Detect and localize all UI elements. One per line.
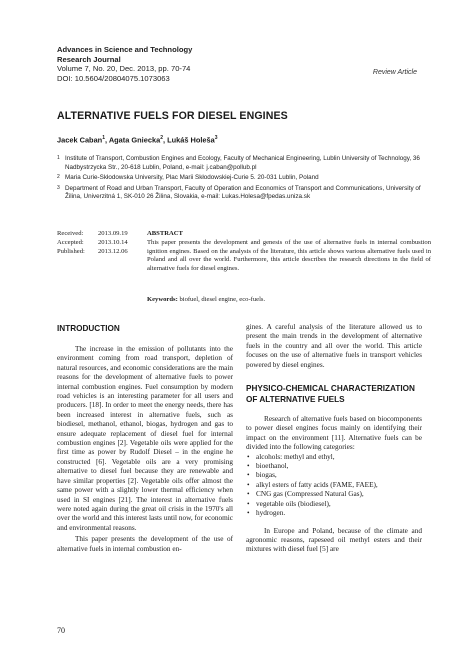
- paragraph: Research of alternative fuels based on biocomponents to power diesel engines focus mainly on identifying their impact on the environment [11]. Alternative fuels can be divided into the following categories:: [246, 415, 422, 452]
- author-list: Jacek Caban$^1$, Agata Gniecka$^2$, Lukáš Holeša$^3$: [57, 135, 218, 145]
- affiliation: [57, 185, 429, 202]
- date-label: Received:: [57, 230, 84, 237]
- journal-header: [57, 45, 192, 83]
- list-item: • bioethanol,: [246, 462, 422, 471]
- list-item: • alkyl esters of fatty acids (FAME, FAEE),: [246, 481, 422, 490]
- list-item: • CNG gas (Compressed Natural Gas),: [246, 490, 422, 499]
- affiliation-number: 2: [57, 174, 60, 181]
- intro-body: [57, 345, 233, 554]
- author-name: Jacek Caban: [57, 135, 103, 145]
- affiliation-text: Maria Curie-Skłodowska University, Plac Marii Skłodowskiej-Curie 5. 20-031 Lublin, Poland: [65, 174, 319, 182]
- affiliation-number: 1: [57, 155, 60, 161]
- author-affil-mark: 2: [160, 135, 163, 141]
- affiliations: [57, 155, 429, 204]
- journal-title: Advances in Science and Technology Research Journal: [57, 45, 193, 64]
- page-number: 70: [57, 626, 65, 635]
- date-label: Published:: [57, 247, 85, 255]
- author-affil-mark: 1: [102, 135, 105, 141]
- abstract-text: This paper presents the development and genesis of the use of alternative fuels in internal combustion ignition engines. Based on the analysis of the literature, this article shows various alternative fuels used in Poland and all over the world. Furthermore, this article describes the research directions in the field of alternative fuels for diesel engines.: [147, 238, 431, 273]
- article-type: Review Article: [372, 69, 417, 76]
- volume-line: Volume 7, No. 20, Dec. 2013, pp. 70-74: [57, 64, 191, 74]
- affiliation: [57, 155, 429, 172]
- keywords-text: biofuel, diesel engine, eco-fuels.: [179, 296, 266, 303]
- right-column: [246, 323, 422, 555]
- author-name: Agata Gniecka: [108, 135, 161, 145]
- affiliation-text: Department of Road and Urban Transport, Faculty of Operation and Economics of Transport and Communications, University of Žilina, Univerzitná 1, SK-010 26 Žilina, Slovakia, e-mail: Lukas.Holesa@fpedas.uniza.sk: [65, 184, 421, 201]
- author-affil-mark: 3: [214, 135, 218, 141]
- list-item: • alcohols: methyl and ethyl,: [246, 453, 422, 462]
- article-title: ALTERNATIVE FUELS FOR DIESEL ENGINES: [57, 110, 288, 122]
- keywords: [147, 296, 265, 303]
- affiliation-number: 3: [57, 184, 60, 191]
- section-body: [246, 415, 422, 555]
- date-value: 2013.09.19: [98, 230, 128, 237]
- date-label: Accepted:: [57, 238, 84, 246]
- date-row: [57, 239, 147, 248]
- date-row: [57, 230, 147, 239]
- abstract: [147, 230, 431, 274]
- list-item: • biogas,: [246, 471, 422, 480]
- left-column: [57, 323, 233, 554]
- paragraph: gines. A careful analysis of the literature allowed us to present the main trends in the development of alternative fuels in the country and all over the world. This article focuses on the use of alternative fuels in transport vehicles powered by diesel engines.: [246, 323, 422, 369]
- keywords-label: Keywords:: [147, 296, 178, 303]
- section-heading: INTRODUCTION: [57, 324, 120, 333]
- paragraph: The increase in the emission of pollutants into the environment coming from road transport, depletion of natural resources, and economic considerations are the main reasons for the development of alternative fuels to power internal combustion engines. Fuel consumption by modern road vehicles is an interesting parameter for all users and producers. [18]. In order to meet the energy needs, there has been increased interest in alternative fuels, such as biodiesel, methanol, ethanol, biogas, hydrogen and gas to ensure adequate replacement of diesel fuel for internal combustion engines [2]. Vegetable oils were applied for the first time as power by Rudolf Diesel – in the engine he constructed [6]. Vegetable oils are a very promising alternative to diesel fuel because they are renewable and have similar properties [2]. Vegetable oils offer almost the same power with a slightly lower thermal efficiency when used in SI engines [21]. The interest in alternative fuels were noted again during the great oil crisis in the 1970's all over the world and this interest lasts until now, for economic and environmental reasons.: [57, 345, 233, 532]
- list-item: • hydrogen.: [246, 509, 422, 518]
- section-heading: PHYSICO-CHEMICAL CHARACTERIZATION OF ALTERNATIVE FUELS: [246, 384, 415, 405]
- date-row: [57, 248, 147, 257]
- publication-dates: [57, 230, 147, 256]
- affiliation-text: Institute of Transport, Combustion Engines and Ecology, Faculty of Mechanical Engineering, Lublin University of Technology, 36 Nadbystrzycka Str., 20-618 Lublin, Poland, e-mail: j.caban@pollub.pl: [65, 155, 420, 171]
- list-item: • vegetable oils (biodiesel),: [246, 500, 422, 509]
- date-value: 2013.12.06: [98, 247, 128, 255]
- fuel-categories-list: [246, 453, 422, 519]
- intro-continued: [246, 323, 422, 370]
- date-value: 2013.10.14: [98, 238, 128, 246]
- doi[interactable]: DOI: 10.5604/20804075.1073063: [57, 73, 170, 83]
- paragraph: In Europe and Poland, because of the climate and agronomic reasons, rapeseed oil methyl esters and their mixtures with diesel fuel [5] are: [246, 526, 422, 554]
- affiliation: [57, 174, 429, 183]
- paragraph: This paper presents the development of the use of alternative fuels in internal combustion en-: [57, 535, 233, 553]
- author-name: Lukáš Holeša: [167, 135, 215, 145]
- abstract-heading: ABSTRACT: [147, 230, 183, 237]
